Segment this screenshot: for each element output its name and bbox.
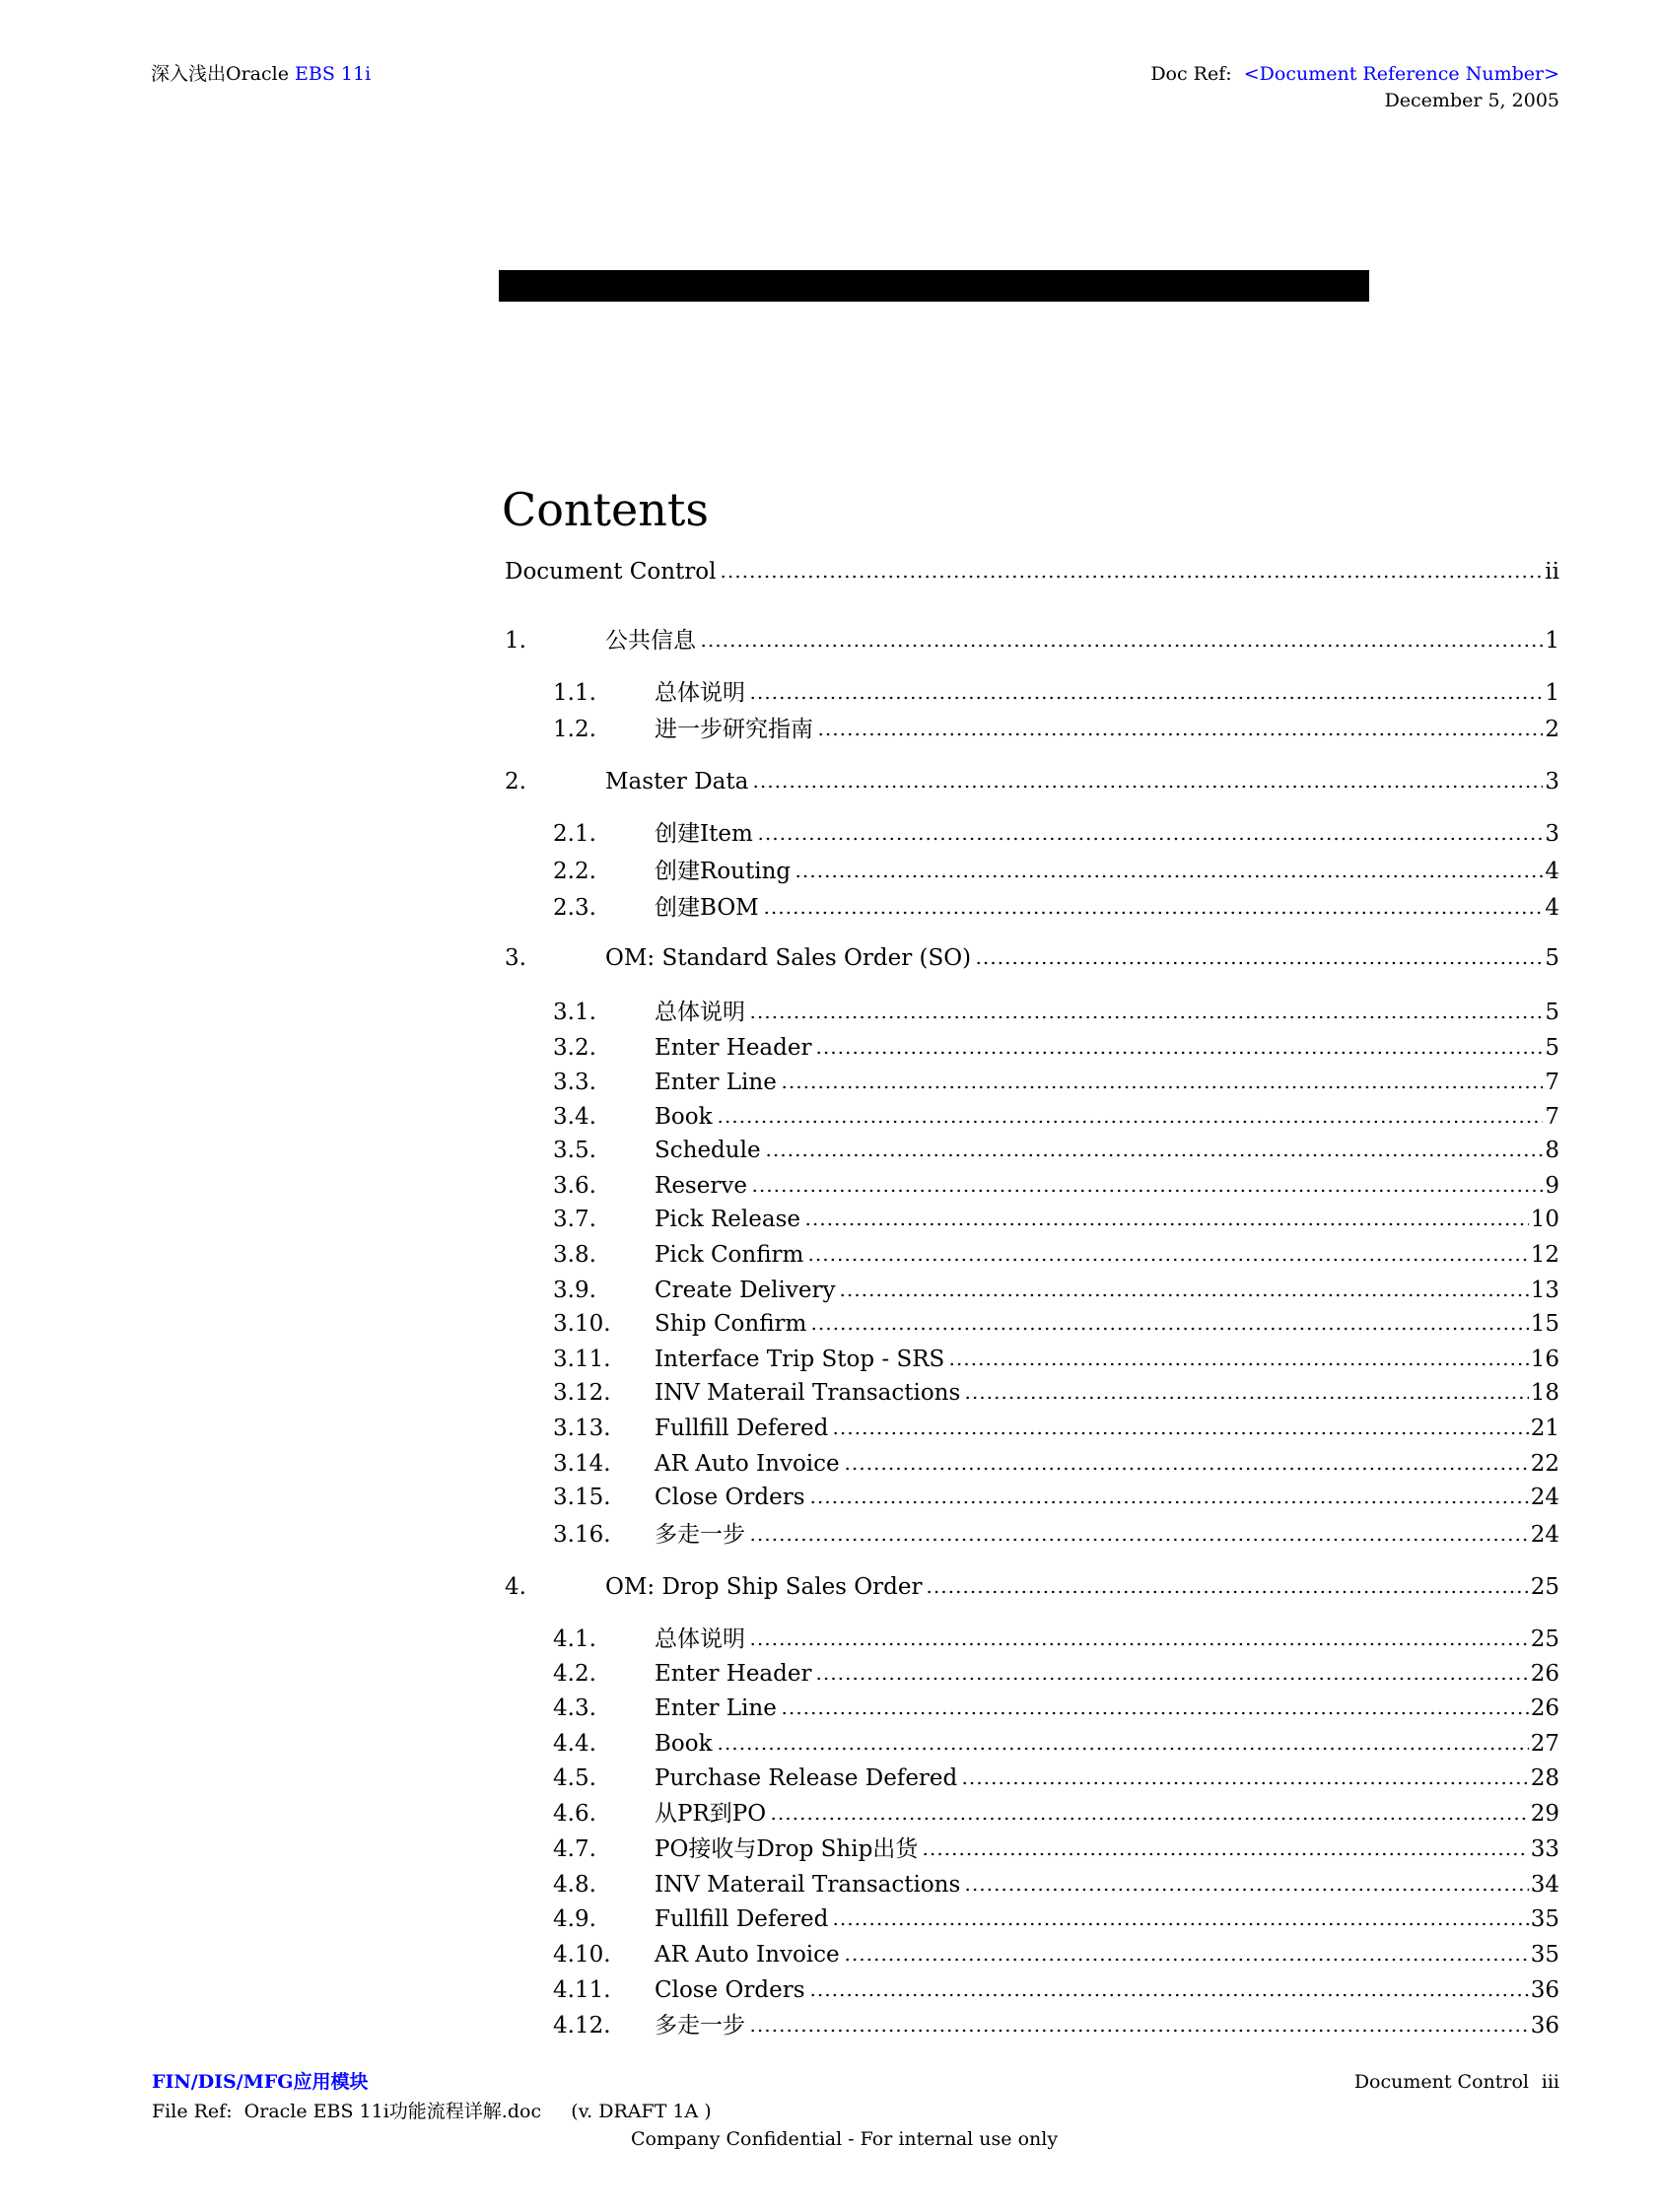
doc-ref-value: <Document Reference Number>: [1243, 63, 1559, 85]
toc-entry-page: 2: [1545, 717, 1559, 742]
dot-leader: [832, 1431, 1528, 1435]
toc-entry-subsection[interactable]: [553, 1237, 1559, 1273]
toc-entry-subsection[interactable]: [553, 1375, 1559, 1411]
toc-entry-number: 3.4.: [553, 1104, 596, 1130]
toc-entry-page: 22: [1530, 1451, 1559, 1477]
toc-entry-subsection[interactable]: [553, 1411, 1559, 1446]
dot-leader: [832, 1922, 1528, 1926]
toc-entry-page: 21: [1530, 1416, 1559, 1441]
header-doc-ref: [1150, 62, 1559, 86]
dot-leader: [922, 1852, 1528, 1856]
toc-entry-number: 4.: [505, 1574, 526, 1600]
toc-entry-page: 29: [1530, 1801, 1559, 1827]
toc-entry-title: 创建Item: [655, 821, 753, 847]
toc-entry-number: 4.3.: [553, 1695, 596, 1721]
toc-entry-page: 7: [1545, 1070, 1559, 1095]
toc-entry-page: 3: [1545, 821, 1559, 847]
doc-ref-label: Doc Ref:: [1150, 63, 1232, 85]
toc-entry-title: Fullfill Defered: [655, 1906, 829, 1932]
toc-entry-title: Enter Line: [655, 1070, 777, 1095]
toc-entry-number: 3.15.: [553, 1485, 611, 1510]
toc-entry-page: 18: [1530, 1380, 1559, 1406]
toc-entry-title: Book: [655, 1731, 713, 1757]
toc-entry-title: 多走一步: [655, 1522, 745, 1548]
toc-entry-page: 4: [1545, 859, 1559, 884]
dot-leader: [763, 911, 1544, 915]
toc-entry-page: 36: [1530, 2013, 1559, 2039]
toc-entry-title: 公共信息: [605, 628, 696, 654]
toc-entry-subsection[interactable]: [553, 1761, 1559, 1796]
toc-entry-subsection[interactable]: [553, 2008, 1559, 2043]
toc-entry-subsection[interactable]: [553, 816, 1559, 852]
toc-entry-title: OM: Drop Ship Sales Order: [605, 1574, 923, 1600]
toc-entry-title: Enter Line: [655, 1695, 777, 1721]
toc-entry-number: 3.5.: [553, 1138, 596, 1163]
toc-entry-subsection[interactable]: [553, 1168, 1559, 1204]
toc-entry-title: INV Materail Transactions: [655, 1380, 961, 1406]
toc-entry-number: 1.: [505, 628, 526, 654]
toc-entry-title: 从PR到PO: [655, 1801, 767, 1827]
toc-entry-subsection[interactable]: [553, 1342, 1559, 1377]
toc-entry-number: 4.6.: [553, 1801, 596, 1827]
toc-entry-page: 5: [1545, 1035, 1559, 1061]
toc-entry-page: 34: [1530, 1872, 1559, 1898]
header-doc-title: [151, 62, 371, 86]
toc-entry-number: 4.4.: [553, 1731, 596, 1757]
toc-entry-page: 33: [1530, 1836, 1559, 1862]
toc-entry-page: 4: [1545, 895, 1559, 921]
dot-leader: [770, 1817, 1529, 1821]
toc-entry-page: ii: [1545, 559, 1559, 585]
toc-entry-page: 25: [1530, 1574, 1559, 1600]
toc-entry-title: INV Materail Transactions: [655, 1872, 961, 1898]
toc-entry-number: 3.3.: [553, 1070, 596, 1095]
dot-leader: [717, 1120, 1544, 1124]
toc-entry-title: Schedule: [655, 1138, 761, 1163]
toc-entry-page: 5: [1545, 945, 1559, 971]
dot-leader: [765, 1153, 1544, 1157]
toc-entry-title: Book: [655, 1104, 713, 1130]
footer-module-name: FIN/DIS/MFG应用模块: [152, 2071, 369, 2093]
dot-leader: [807, 1258, 1528, 1262]
dot-leader: [757, 837, 1544, 841]
toc-entry-title: Document Control: [505, 559, 717, 585]
toc-entry-subsection[interactable]: [553, 1480, 1559, 1515]
toc-entry-number: 3.7.: [553, 1207, 596, 1232]
toc-entry-title: Purchase Release Defered: [655, 1765, 958, 1791]
dot-leader: [752, 785, 1543, 789]
toc-entry-subsection[interactable]: [553, 1832, 1559, 1867]
dot-leader: [926, 1590, 1528, 1594]
toc-entry-title: Reserve: [655, 1173, 747, 1199]
dot-leader: [815, 1677, 1528, 1681]
footer-confidential: Company Confidential - For internal use only: [631, 2128, 1059, 2150]
toc-entry-page: 15: [1530, 1311, 1559, 1337]
header-doc-title-prefix: 深入浅出Oracle: [151, 63, 295, 85]
dot-leader: [809, 1500, 1529, 1504]
toc-entry-subsection[interactable]: [553, 1691, 1559, 1726]
dot-leader: [809, 1993, 1529, 1997]
toc-entry-subsection[interactable]: [553, 1656, 1559, 1692]
dot-leader: [781, 1085, 1544, 1089]
footer-section-name: Document Control: [1353, 2071, 1529, 2093]
dot-leader: [810, 1327, 1528, 1331]
toc-entry-page: 16: [1530, 1347, 1559, 1372]
toc-entry-section[interactable]: [505, 940, 1559, 976]
dot-leader: [720, 575, 1543, 579]
toc-entry-title: 总体说明: [655, 680, 745, 706]
toc-entry-number: 2.3.: [553, 895, 596, 921]
toc-entry-subsection[interactable]: [553, 1030, 1559, 1066]
dot-leader: [749, 696, 1543, 700]
toc-entry-title: 进一步研究指南: [655, 717, 813, 742]
dot-leader: [749, 1538, 1529, 1542]
toc-entry-section[interactable]: [505, 623, 1559, 658]
toc-entry-title: 创建Routing: [655, 859, 792, 884]
toc-entry-title: 总体说明: [655, 1626, 745, 1652]
dot-leader: [781, 1711, 1529, 1715]
dot-leader: [817, 732, 1543, 736]
toc-entry-page: 35: [1530, 1942, 1559, 1968]
page-title: Contents: [502, 483, 709, 536]
toc-entry-page: 26: [1530, 1695, 1559, 1721]
title-rule-bar: [499, 270, 1369, 302]
toc-entry-title: AR Auto Invoice: [655, 1451, 840, 1477]
toc-entry-subsection[interactable]: [553, 1726, 1559, 1762]
toc-entry-number: 4.12.: [553, 2013, 611, 2039]
toc-entry-page: 13: [1530, 1278, 1559, 1303]
toc-entry-title: Create Delivery: [655, 1278, 836, 1303]
toc-entry-subsection[interactable]: [553, 1273, 1559, 1308]
header-date: December 5, 2005: [1384, 90, 1559, 111]
toc-entry-title: Close Orders: [655, 1977, 805, 2003]
toc-entry-page: 3: [1545, 769, 1559, 795]
toc-entry-title: Interface Trip Stop - SRS: [655, 1347, 945, 1372]
toc-entry-page: 1: [1545, 680, 1559, 706]
footer-file-ref: File Ref: Oracle EBS 11i功能流程详解.doc (v. DRAFT 1A ): [152, 2101, 712, 2122]
toc-entry-number: 1.1.: [553, 680, 596, 706]
header-doc-title-product: EBS 11i: [295, 63, 372, 85]
toc-entry-title: 创建BOM: [655, 895, 759, 921]
toc-entry-subsection[interactable]: [553, 1306, 1559, 1342]
toc-entry-subsection[interactable]: [553, 1202, 1559, 1237]
toc-entry-page: 36: [1530, 1977, 1559, 2003]
dot-leader: [717, 1747, 1529, 1751]
toc-entry-number: 3.13.: [553, 1416, 611, 1441]
dot-leader: [749, 1015, 1543, 1019]
toc-entry-number: 3.2.: [553, 1035, 596, 1061]
toc-entry-title: Master Data: [605, 769, 749, 795]
toc-entry-number: 2.: [505, 769, 526, 795]
toc-entry-subsection[interactable]: [553, 854, 1559, 889]
dot-leader: [751, 1189, 1543, 1193]
toc-entry-number: 3.16.: [553, 1522, 611, 1548]
toc-entry-title: Pick Release: [655, 1207, 800, 1232]
toc-entry-subsection[interactable]: [553, 890, 1559, 926]
toc-entry-subsection[interactable]: [553, 712, 1559, 747]
dot-leader: [844, 1958, 1529, 1962]
toc-entry-number: 4.10.: [553, 1942, 611, 1968]
toc-entry-number: 4.11.: [553, 1977, 611, 2003]
dot-leader: [964, 1396, 1528, 1400]
toc-entry-number: 4.5.: [553, 1765, 596, 1791]
toc-entry-subsection[interactable]: [553, 1517, 1559, 1553]
footer-page-number: iii: [1541, 2071, 1559, 2093]
toc-entry-page: 27: [1530, 1731, 1559, 1757]
toc-entry-number: 4.1.: [553, 1626, 596, 1652]
toc-entry-subsection[interactable]: [553, 1972, 1559, 2008]
toc-entry-page: 12: [1530, 1242, 1559, 1268]
dot-leader: [964, 1888, 1528, 1892]
toc-entry-number: 3.10.: [553, 1311, 611, 1337]
toc-entry-page: 24: [1530, 1485, 1559, 1510]
toc-entry-number: 3.9.: [553, 1278, 596, 1303]
toc-entry-number: 4.2.: [553, 1661, 596, 1687]
toc-entry-subsection[interactable]: [553, 1446, 1559, 1482]
toc-entry-number: 3.6.: [553, 1173, 596, 1199]
toc-entry-subsection[interactable]: [553, 1133, 1559, 1168]
toc-entry-page: 7: [1545, 1104, 1559, 1130]
toc-entry-number: 3.1.: [553, 1000, 596, 1025]
toc-entry-page: 35: [1530, 1906, 1559, 1932]
toc-entry-subsection[interactable]: [553, 1867, 1559, 1902]
toc-entry-page: 24: [1530, 1522, 1559, 1548]
toc-entry-page: 10: [1530, 1207, 1559, 1232]
toc-entry-title: Ship Confirm: [655, 1311, 807, 1337]
toc-entry-section[interactable]: [505, 1569, 1559, 1605]
toc-entry-number: 2.2.: [553, 859, 596, 884]
toc-entry-title: 总体说明: [655, 1000, 745, 1025]
dot-leader: [795, 874, 1543, 878]
toc-entry-subsection[interactable]: [553, 1065, 1559, 1100]
dot-leader: [975, 961, 1543, 965]
toc-entry-number: 1.2.: [553, 717, 596, 742]
dot-leader: [839, 1293, 1528, 1297]
toc-entry-title: AR Auto Invoice: [655, 1942, 840, 1968]
toc-entry-subsection[interactable]: [553, 995, 1559, 1030]
dot-leader: [749, 1642, 1529, 1646]
toc-entry-page: 26: [1530, 1661, 1559, 1687]
dot-leader: [961, 1781, 1528, 1785]
toc-entry-number: 4.7.: [553, 1836, 596, 1862]
toc-entry-page: 5: [1545, 1000, 1559, 1025]
toc-entry-title: Enter Header: [655, 1035, 812, 1061]
toc-entry-number: 3.14.: [553, 1451, 611, 1477]
toc-entry-page: 25: [1530, 1626, 1559, 1652]
toc-entry-subsection[interactable]: [553, 1622, 1559, 1657]
toc-entry-number: 3.: [505, 945, 526, 971]
toc-entry-section[interactable]: [505, 764, 1559, 799]
toc-entry-title: 多走一步: [655, 2013, 745, 2039]
toc-entry-subsection[interactable]: [553, 1796, 1559, 1832]
toc-entry-title: OM: Standard Sales Order (SO): [605, 945, 972, 971]
dot-leader: [948, 1362, 1528, 1366]
toc-entry-document-control[interactable]: [505, 554, 1559, 589]
toc-entry-subsection[interactable]: [553, 1099, 1559, 1135]
dot-leader: [700, 644, 1543, 648]
toc-entry-title: Fullfill Defered: [655, 1416, 829, 1441]
toc-entry-title: PO接收与Drop Ship出货: [655, 1836, 919, 1862]
toc-entry-page: 1: [1545, 628, 1559, 654]
toc-entry-number: 2.1.: [553, 821, 596, 847]
dot-leader: [749, 2029, 1529, 2033]
dot-leader: [844, 1467, 1529, 1471]
toc-entry-subsection[interactable]: [553, 1937, 1559, 1972]
dot-leader: [815, 1051, 1543, 1055]
toc-entry-page: 9: [1545, 1173, 1559, 1199]
toc-entry-title: Close Orders: [655, 1485, 805, 1510]
toc-entry-subsection[interactable]: [553, 1901, 1559, 1937]
dot-leader: [804, 1222, 1529, 1226]
toc-entry-number: 4.8.: [553, 1872, 596, 1898]
toc-entry-title: Enter Header: [655, 1661, 812, 1687]
toc-entry-number: 3.12.: [553, 1380, 611, 1406]
toc-entry-title: Pick Confirm: [655, 1242, 804, 1268]
toc-entry-number: 3.8.: [553, 1242, 596, 1268]
toc-entry-page: 8: [1545, 1138, 1559, 1163]
toc-entry-number: 4.9.: [553, 1906, 596, 1932]
toc-entry-subsection[interactable]: [553, 675, 1559, 711]
toc-entry-page: 28: [1530, 1765, 1559, 1791]
toc-entry-number: 3.11.: [553, 1347, 611, 1372]
